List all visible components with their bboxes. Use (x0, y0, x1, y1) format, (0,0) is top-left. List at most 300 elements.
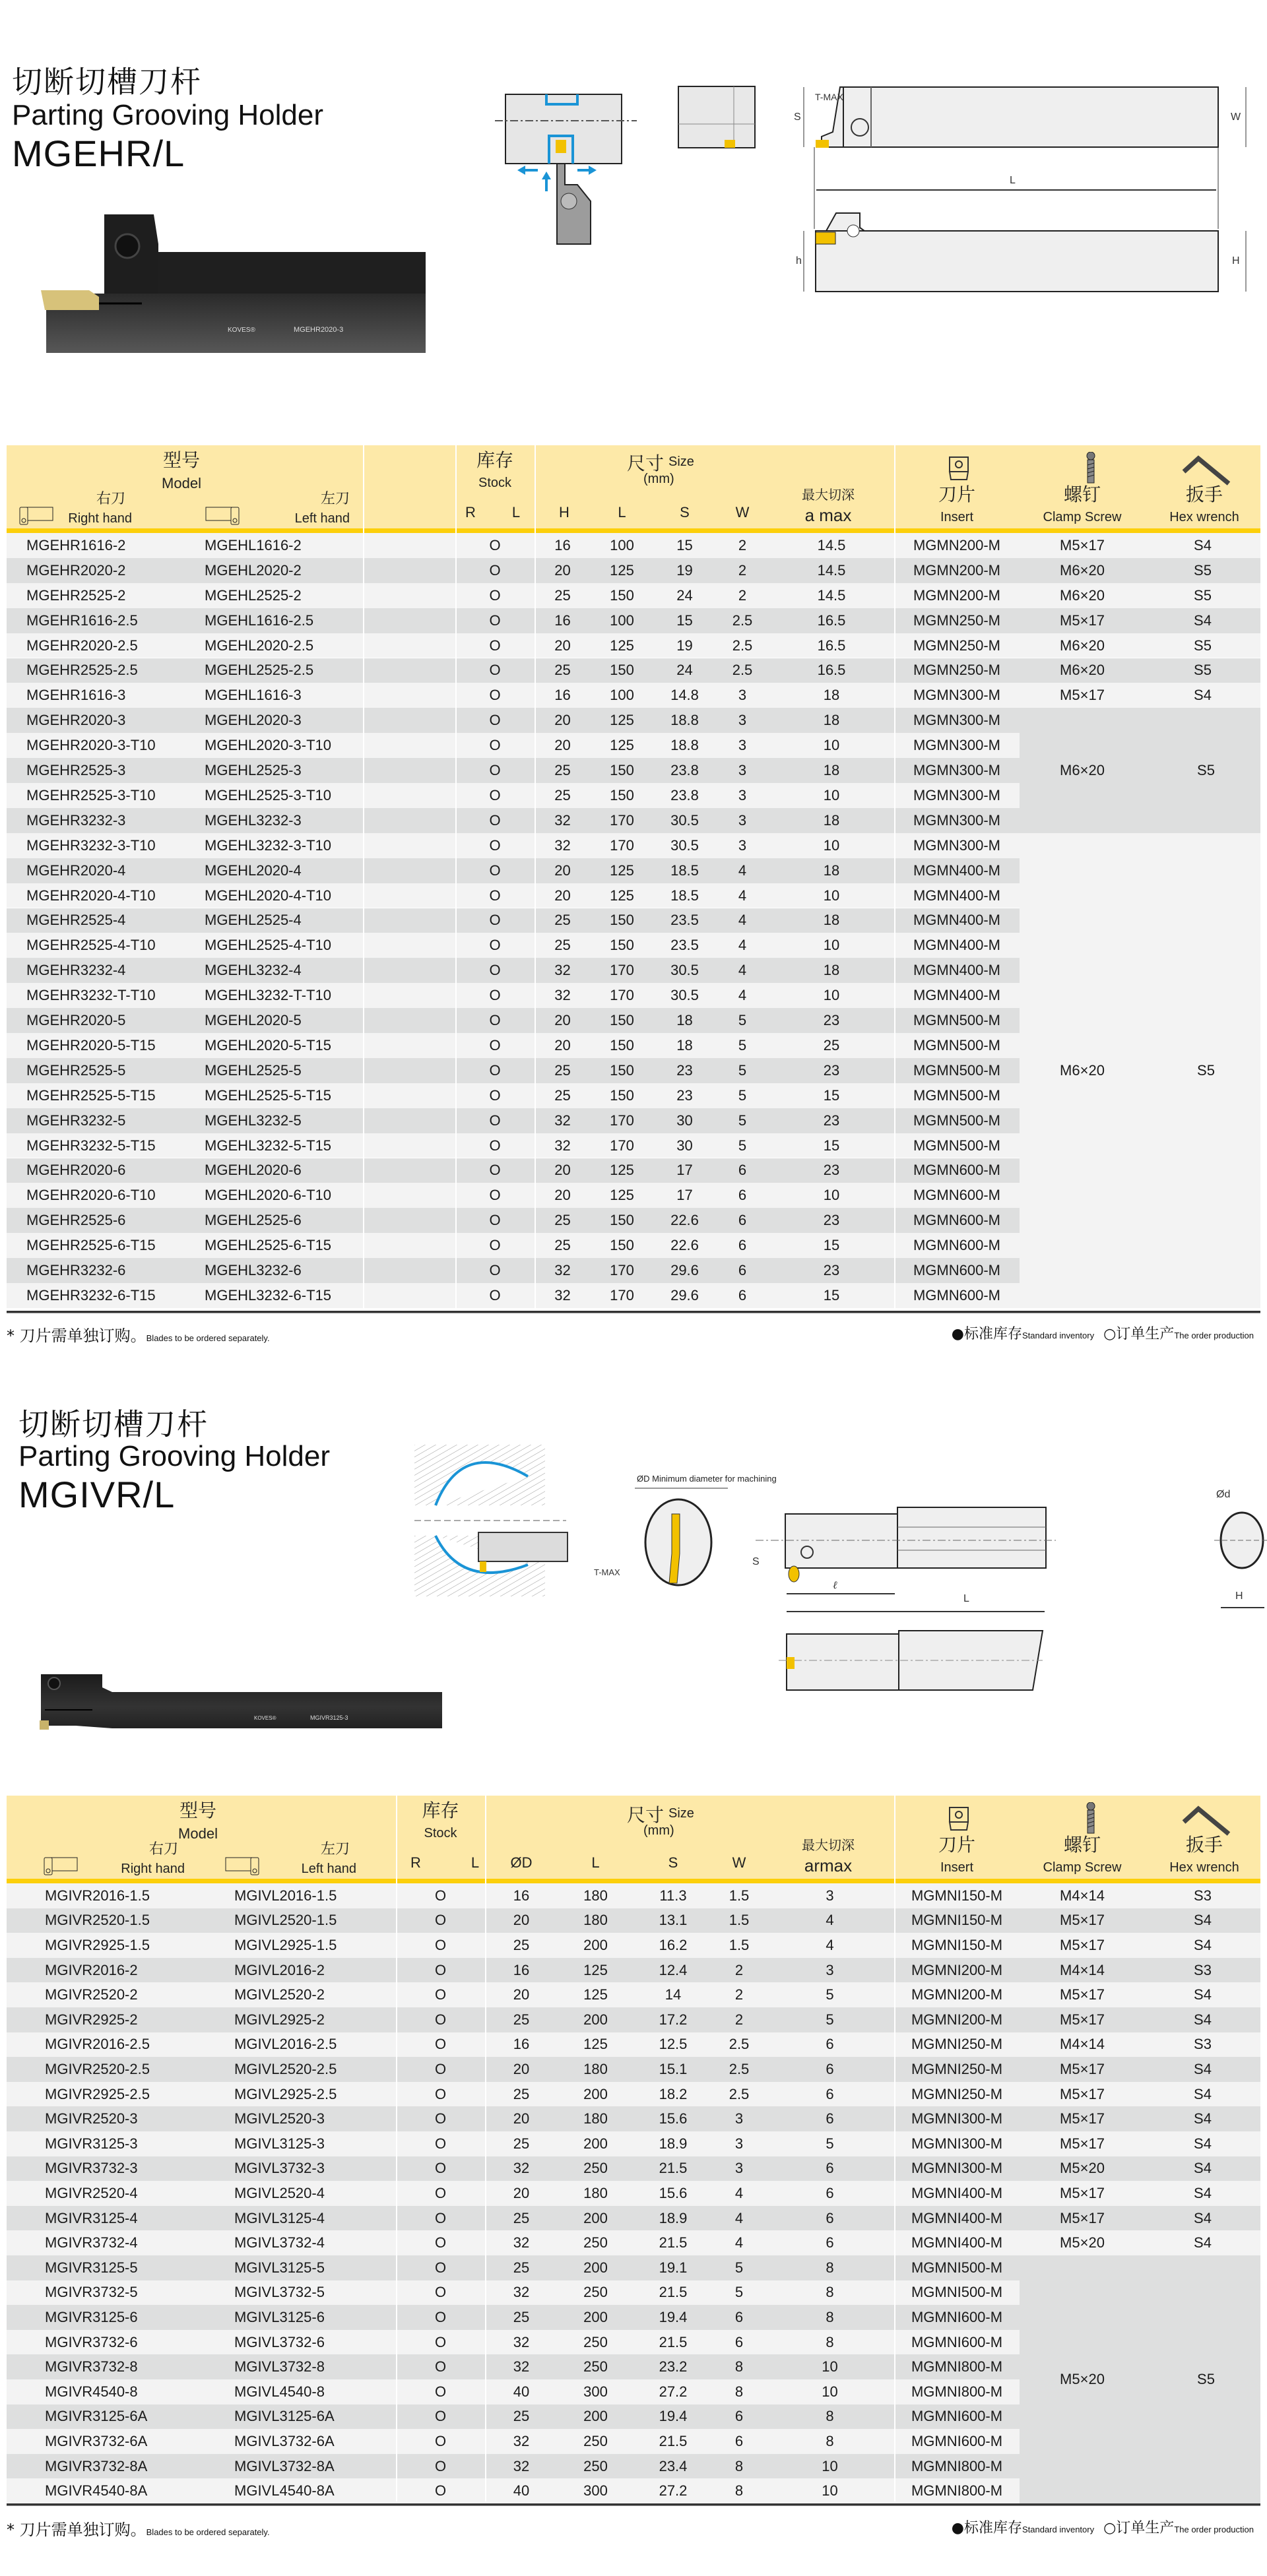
insert-cell: MGMNI400-M (911, 2184, 1003, 2201)
insert-cell: MGMNI400-M (911, 2234, 1003, 2251)
insert-cell: MGMN200-M (913, 586, 1000, 604)
insert-cell: MGMNI600-M (911, 2408, 1003, 2425)
table2-footnote (7, 2517, 270, 2540)
t1-insert-cn: 刀片 (938, 484, 975, 505)
w-cell: 3 (738, 786, 747, 803)
table-row (7, 2206, 1260, 2231)
legend-order-cn-2: ○订单生产 (1103, 2520, 1175, 2536)
hex-wrench-cell: S3 (1194, 2036, 1212, 2053)
l-cell: 200 (583, 2308, 608, 2325)
table-row (7, 2156, 1260, 2182)
d-cell: 32 (513, 2333, 530, 2350)
l-cell: 300 (583, 2383, 608, 2400)
l-cell: 125 (610, 1187, 634, 1204)
model-right-cell: MGIVR3732-4 (45, 2234, 138, 2251)
t2-model-en: Model (178, 1825, 218, 1842)
stock-cell: O (434, 2308, 447, 2325)
l-cell: 150 (610, 586, 634, 604)
h-cell: 20 (554, 862, 571, 879)
amax-cell: 10 (823, 836, 840, 854)
amax-cell: 14.5 (817, 561, 846, 579)
model-left-cell: MGIVL2520-1.5 (234, 1912, 337, 1929)
amax-cell: 23 (823, 1162, 840, 1179)
diagram1-s-label: S (794, 111, 801, 123)
stock-cell: O (489, 762, 501, 779)
l-cell: 250 (583, 2234, 608, 2251)
h-cell: 20 (554, 1162, 571, 1179)
l-cell: 180 (583, 2060, 608, 2077)
l-cell: 125 (583, 2036, 608, 2053)
model-left-cell: MGEHL3232-6-T15 (205, 1286, 331, 1304)
mgivr-spec-table (7, 1796, 1260, 2505)
merged-hex-wrench: S5 (1197, 762, 1215, 779)
insert-cell: MGMNI300-M (911, 2135, 1003, 2152)
l-cell: 200 (583, 2259, 608, 2276)
w-cell: 3 (738, 762, 747, 779)
table2-legend (952, 2517, 1254, 2537)
t2-screw-en: Clamp Screw (1043, 1860, 1122, 1875)
d-cell: 32 (513, 2457, 530, 2474)
insert-cell: MGMN600-M (913, 1212, 1000, 1229)
model-right-cell: MGIVR2520-2 (45, 1986, 138, 2003)
amax-cell: 6 (826, 2234, 834, 2251)
l-cell: 100 (610, 536, 634, 553)
stock-cell: O (489, 811, 501, 829)
d-cell: 16 (513, 1961, 530, 1978)
stock-cell: O (489, 687, 501, 704)
model-left-cell: MGEHL2020-6-T10 (205, 1187, 331, 1204)
section2-title-cn: 切断切槽刀杆 (18, 1406, 209, 1442)
hex-wrench-cell: S4 (1194, 536, 1212, 553)
model-left-cell: MGEHL2525-3-T10 (205, 786, 331, 803)
amax-cell: 4 (826, 1936, 834, 1953)
model-right-cell: MGIVR3732-5 (45, 2284, 138, 2301)
d-cell: 20 (513, 1912, 530, 1929)
amax-cell: 10 (823, 737, 840, 754)
w-cell: 3 (738, 687, 747, 704)
model-right-cell: MGEHR1616-3 (26, 687, 126, 704)
diagram1-h-big-label: H (1232, 255, 1240, 267)
h-cell: 32 (554, 811, 571, 829)
clamp-screw-cell: M5×17 (1060, 687, 1105, 704)
model-left-cell: MGIVL3732-6 (234, 2333, 325, 2350)
amax-cell: 18 (823, 912, 840, 929)
d-cell: 25 (513, 2011, 530, 2028)
s-cell: 16.2 (659, 1936, 688, 1953)
s-cell: 23.4 (659, 2457, 688, 2474)
t1-wrench-en: Hex wrench (1169, 510, 1239, 524)
s-cell: 23.5 (670, 937, 699, 954)
w-cell: 4 (734, 2234, 744, 2251)
amax-cell: 8 (826, 2284, 834, 2301)
insert-icon-2 (947, 1805, 972, 1833)
model-left-cell: MGEHL3232-5-T15 (205, 1137, 331, 1154)
s-cell: 18.2 (659, 2085, 688, 2102)
s-cell: 18.9 (659, 2209, 688, 2226)
clamp-screw-cell: M5×20 (1060, 2160, 1105, 2177)
l-cell: 170 (610, 1286, 634, 1304)
hex-wrench-cell: S4 (1194, 2234, 1212, 2251)
clamp-screw-cell: M4×14 (1060, 1961, 1105, 1978)
hex-wrench-cell: S4 (1194, 1912, 1212, 1929)
l-cell: 150 (610, 1061, 634, 1079)
insert-cell: MGMN200-M (913, 536, 1000, 553)
l-cell: 150 (610, 762, 634, 779)
stock-cell: O (434, 2259, 447, 2276)
t2-model-cn: 型号 (179, 1800, 216, 1821)
insert-cell: MGMNI800-M (911, 2358, 1003, 2375)
model-right-cell: MGEHR3232-6-T15 (26, 1286, 156, 1304)
w-cell: 4 (738, 962, 747, 979)
insert-cell: MGMN500-M (913, 1061, 1000, 1079)
insert-cell: MGMN300-M (913, 811, 1000, 829)
stock-cell: O (489, 1012, 501, 1029)
h-cell: 25 (554, 912, 571, 929)
s-cell: 29.6 (670, 1262, 699, 1279)
amax-cell: 16.5 (817, 662, 846, 679)
amax-cell: 3 (826, 1887, 834, 1904)
h-cell: 25 (554, 1061, 571, 1079)
w-cell: 2 (734, 1961, 744, 1978)
s-cell: 18.5 (670, 862, 699, 879)
t2-amax-en: armax (804, 1856, 853, 1875)
mgivr-photo-brand: KOVES® (254, 1715, 276, 1721)
s-cell: 18.9 (659, 2135, 688, 2152)
amax-cell: 5 (826, 1986, 834, 2003)
amax-cell: 23 (823, 1061, 840, 1079)
insert-cell: MGMN400-M (913, 862, 1000, 879)
l-cell: 200 (583, 2011, 608, 2028)
hex-wrench-cell: S4 (1194, 1986, 1212, 2003)
insert-cell: MGMNI250-M (911, 2036, 1003, 2053)
l-cell: 150 (610, 1086, 634, 1104)
t1-col-s: S (680, 504, 690, 520)
amax-cell: 18 (823, 762, 840, 779)
model-right-cell: MGEHR2020-3 (26, 712, 126, 729)
w-cell: 4 (738, 937, 747, 954)
t2-left-en: Left hand (301, 1862, 356, 1876)
model-left-cell: MGEHL3232-4 (205, 962, 302, 979)
t2-wrench-en: Hex wrench (1169, 1860, 1239, 1875)
merged-clamp-screw: M6×20 (1060, 762, 1105, 779)
hex-wrench-cell: S3 (1194, 1887, 1212, 1904)
model-right-cell: MGIVR3125-4 (45, 2209, 138, 2226)
stock-cell: O (434, 2432, 447, 2449)
model-left-cell: MGEHL2525-4-T10 (205, 937, 331, 954)
model-left-cell: MGEHL1616-2.5 (205, 612, 314, 629)
stock-cell: O (489, 612, 501, 629)
insert-cell: MGMNI600-M (911, 2432, 1003, 2449)
w-cell: 2.5 (732, 637, 753, 654)
l-cell: 150 (610, 1012, 634, 1029)
l-cell: 180 (583, 1912, 608, 1929)
l-cell: 150 (610, 1036, 634, 1053)
amax-cell: 23 (823, 1262, 840, 1279)
clamp-screw-cell: M5×17 (1060, 536, 1105, 553)
clamp-screw-icon-2 (1084, 1802, 1098, 1835)
amax-cell: 6 (826, 2209, 834, 2226)
h-cell: 32 (554, 1137, 571, 1154)
l-cell: 170 (610, 836, 634, 854)
t2-right-en: Right hand (121, 1862, 185, 1876)
t1-left-cn: 左刀 (320, 491, 350, 507)
w-cell: 2.5 (729, 2085, 750, 2102)
clamp-screw-cell: M6×20 (1060, 586, 1105, 604)
h-cell: 32 (554, 1286, 571, 1304)
insert-cell: MGMNI600-M (911, 2333, 1003, 2350)
model-left-cell: MGEHL2020-4 (205, 862, 302, 879)
model-left-cell: MGEHL3232-T-T10 (205, 987, 331, 1004)
stock-cell: O (489, 962, 501, 979)
stock-cell: O (434, 2234, 447, 2251)
d-cell: 20 (513, 2184, 530, 2201)
model-right-cell: MGEHR3232-T-T10 (26, 987, 156, 1004)
insert-cell: MGMNI150-M (911, 1936, 1003, 1953)
stock-cell: O (434, 1961, 447, 1978)
clamp-screw-icon (1084, 452, 1098, 485)
t2-stock-r: R (410, 1854, 421, 1871)
l-cell: 250 (583, 2358, 608, 2375)
stock-cell: O (489, 937, 501, 954)
amax-cell: 8 (826, 2259, 834, 2276)
w-cell: 4 (738, 987, 747, 1004)
model-right-cell: MGIVR2925-1.5 (45, 1936, 150, 1953)
s-cell: 23.2 (659, 2358, 688, 2375)
insert-cell: MGMN400-M (913, 962, 1000, 979)
t1-size-en: Size (668, 455, 694, 469)
model-right-cell: MGEHR2525-5 (26, 1061, 126, 1079)
model-left-cell: MGEHL2525-6 (205, 1212, 302, 1229)
s-cell: 19.4 (659, 2308, 688, 2325)
insert-cell: MGMN300-M (913, 836, 1000, 854)
s-cell: 21.5 (659, 2284, 688, 2301)
merged-clamp-screw: M5×20 (1060, 2371, 1105, 2387)
insert-cell: MGMNI500-M (911, 2284, 1003, 2301)
amax-cell: 6 (826, 2036, 834, 2053)
amax-cell: 10 (823, 786, 840, 803)
t2-size-unit: (mm) (643, 1823, 674, 1838)
model-right-cell: MGIVR3732-8A (45, 2457, 148, 2474)
t2-amax-cn: 最大切深 (802, 1837, 855, 1853)
diagram2-min-dia-label: ØD Minimum diameter for machining (637, 1474, 777, 1484)
model-left-cell: MGEHL3232-3-T10 (205, 836, 331, 854)
l-cell: 150 (610, 1237, 634, 1254)
stock-cell: O (434, 2160, 447, 2177)
stock-cell: O (434, 2209, 447, 2226)
stock-cell: O (489, 1061, 501, 1079)
t2-screw-cn: 螺钉 (1063, 1834, 1101, 1856)
insert-cell: MGMNI800-M (911, 2383, 1003, 2400)
table-row (7, 2181, 1260, 2206)
w-cell: 2.5 (732, 662, 753, 679)
h-cell: 25 (554, 937, 571, 954)
l-cell: 200 (583, 2085, 608, 2102)
clamp-screw-cell: M6×20 (1060, 662, 1105, 679)
stock-cell: O (489, 1187, 501, 1204)
mgivr-product-photo (26, 1662, 449, 1742)
hex-wrench-cell: S4 (1194, 2085, 1212, 2102)
table-row (7, 608, 1260, 633)
insert-cell: MGMN600-M (913, 1237, 1000, 1254)
t2-stock-cn: 库存 (422, 1800, 459, 1821)
model-right-cell: MGEHR1616-2 (26, 536, 126, 553)
stock-cell: O (434, 2060, 447, 2077)
stock-cell: O (489, 862, 501, 879)
table-row (7, 2082, 1260, 2107)
insert-cell: MGMN400-M (913, 937, 1000, 954)
table-row (7, 683, 1260, 708)
stock-cell: O (489, 1086, 501, 1104)
s-cell: 22.6 (670, 1237, 699, 1254)
t2-insert-en: Insert (940, 1860, 974, 1875)
stock-cell: O (434, 2110, 447, 2127)
insert-cell: MGMN400-M (913, 912, 1000, 929)
amax-cell: 23 (823, 1212, 840, 1229)
l-cell: 170 (610, 1112, 634, 1129)
l-cell: 170 (610, 962, 634, 979)
h-cell: 25 (554, 1212, 571, 1229)
amax-cell: 4 (826, 1912, 834, 1929)
s-cell: 17.2 (659, 2011, 688, 2028)
l-cell: 250 (583, 2333, 608, 2350)
t1-model-cn: 型号 (162, 449, 200, 471)
model-right-cell: MGEHR2020-6-T10 (26, 1187, 156, 1204)
amax-cell: 8 (826, 2408, 834, 2425)
l-cell: 250 (583, 2284, 608, 2301)
w-cell: 6 (734, 2432, 744, 2449)
s-cell: 30.5 (670, 987, 699, 1004)
s-cell: 30.5 (670, 836, 699, 854)
diagram1-w-label: W (1231, 111, 1241, 123)
model-left-cell: MGIVL3732-8 (234, 2358, 325, 2375)
s-cell: 21.5 (659, 2333, 688, 2350)
h-cell: 20 (554, 637, 571, 654)
l-cell: 250 (583, 2432, 608, 2449)
table-row (7, 533, 1260, 558)
table-row (7, 2032, 1260, 2058)
clamp-screw-cell: M5×17 (1060, 1936, 1105, 1953)
model-right-cell: MGEHR3232-6 (26, 1262, 126, 1279)
hex-wrench-cell: S5 (1194, 586, 1212, 604)
s-cell: 22.6 (670, 1212, 699, 1229)
section2-title-en: Parting Grooving Holder (18, 1440, 331, 1472)
s-cell: 15.6 (659, 2184, 688, 2201)
s-cell: 30.5 (670, 811, 699, 829)
w-cell: 6 (734, 2333, 744, 2350)
t2-left-cn: 左刀 (320, 1841, 350, 1858)
stock-cell: O (489, 637, 501, 654)
s-cell: 14 (665, 1986, 682, 2003)
model-left-cell: MGEHL2525-5 (205, 1061, 302, 1079)
model-left-cell: MGEHL1616-2 (205, 536, 302, 553)
d-cell: 32 (513, 2358, 530, 2375)
model-left-cell: MGIVL3732-4 (234, 2234, 325, 2251)
t2-col-w: W (732, 1854, 746, 1871)
stock-cell: O (434, 1887, 447, 1904)
model-left-cell: MGEHL3232-5 (205, 1112, 302, 1129)
model-right-cell: MGEHR2020-2.5 (26, 637, 138, 654)
stock-cell: O (434, 2383, 447, 2400)
model-right-cell: MGEHR2525-3-T10 (26, 786, 156, 803)
insert-cell: MGMN300-M (913, 762, 1000, 779)
model-right-cell: MGIVR3732-3 (45, 2160, 138, 2177)
model-left-cell: MGIVL3125-4 (234, 2209, 325, 2226)
insert-cell: MGMNI200-M (911, 1961, 1003, 1978)
model-left-cell: MGEHL2525-3 (205, 762, 302, 779)
model-right-cell: MGIVR2520-1.5 (45, 1912, 150, 1929)
amax-cell: 18 (823, 811, 840, 829)
model-right-cell: MGEHR2525-5-T15 (26, 1086, 156, 1104)
legend-order-cn: ○订单生产 (1103, 1326, 1175, 1342)
insert-cell: MGMN500-M (913, 1012, 1000, 1029)
model-right-cell: MGEHR2525-2 (26, 586, 126, 604)
footnote-en-2: Blades to be ordered separately. (146, 2527, 270, 2537)
h-cell: 32 (554, 1112, 571, 1129)
model-right-cell: MGEHR3232-4 (26, 962, 126, 979)
stock-cell: O (434, 2482, 447, 2499)
s-cell: 18.8 (670, 737, 699, 754)
h-cell: 20 (554, 1012, 571, 1029)
table-row (7, 1883, 1260, 1908)
insert-cell: MGMNI300-M (911, 2110, 1003, 2127)
insert-cell: MGMN500-M (913, 1112, 1000, 1129)
legend-standard-en-2: Standard inventory (1022, 2525, 1095, 2534)
stock-cell: O (434, 2284, 447, 2301)
diagram2-tmax-label: T-MAX (594, 1567, 620, 1577)
model-right-cell: MGEHR2525-6 (26, 1212, 126, 1229)
t1-screw-cn: 螺钉 (1063, 484, 1101, 505)
model-right-cell: MGIVR3125-5 (45, 2259, 138, 2276)
amax-cell: 23 (823, 1112, 840, 1129)
model-right-cell: MGEHR2525-4-T10 (26, 937, 156, 954)
t2-col-d: ØD (510, 1854, 533, 1871)
hex-wrench-cell: S4 (1194, 2060, 1212, 2077)
d-cell: 40 (513, 2482, 530, 2499)
model-left-cell: MGIVL2520-4 (234, 2184, 325, 2201)
amax-cell: 5 (826, 2011, 834, 2028)
model-right-cell: MGEHR3232-5-T15 (26, 1137, 156, 1154)
d-cell: 20 (513, 2110, 530, 2127)
insert-cell: MGMNI250-M (911, 2060, 1003, 2077)
l-cell: 125 (610, 637, 634, 654)
insert-cell: MGMNI600-M (911, 2308, 1003, 2325)
model-right-cell: MGIVR3125-6 (45, 2308, 138, 2325)
l-cell: 250 (583, 2457, 608, 2474)
w-cell: 6 (734, 2408, 744, 2425)
insert-cell: MGMN500-M (913, 1086, 1000, 1104)
h-cell: 32 (554, 962, 571, 979)
l-cell: 170 (610, 1137, 634, 1154)
w-cell: 5 (738, 1086, 747, 1104)
l-cell: 150 (610, 937, 634, 954)
s-cell: 13.1 (659, 1912, 688, 1929)
insert-cell: MGMN600-M (913, 1162, 1000, 1179)
t1-amax-en: a max (804, 505, 852, 525)
s-cell: 30.5 (670, 962, 699, 979)
w-cell: 5 (738, 1012, 747, 1029)
s-cell: 24 (676, 662, 693, 679)
table-row (7, 2057, 1260, 2082)
w-cell: 1.5 (729, 1936, 750, 1953)
mgehr-photo-label: MGEHR2020-3 (294, 326, 344, 334)
stock-cell: O (489, 1036, 501, 1053)
h-cell: 32 (554, 836, 571, 854)
table-row (7, 1958, 1260, 1983)
insert-cell: MGMN500-M (913, 1036, 1000, 1053)
merged-screw-wrench-cell (1020, 708, 1260, 833)
diagram2-l-label: L (963, 1593, 969, 1604)
stock-cell: O (434, 2085, 447, 2102)
